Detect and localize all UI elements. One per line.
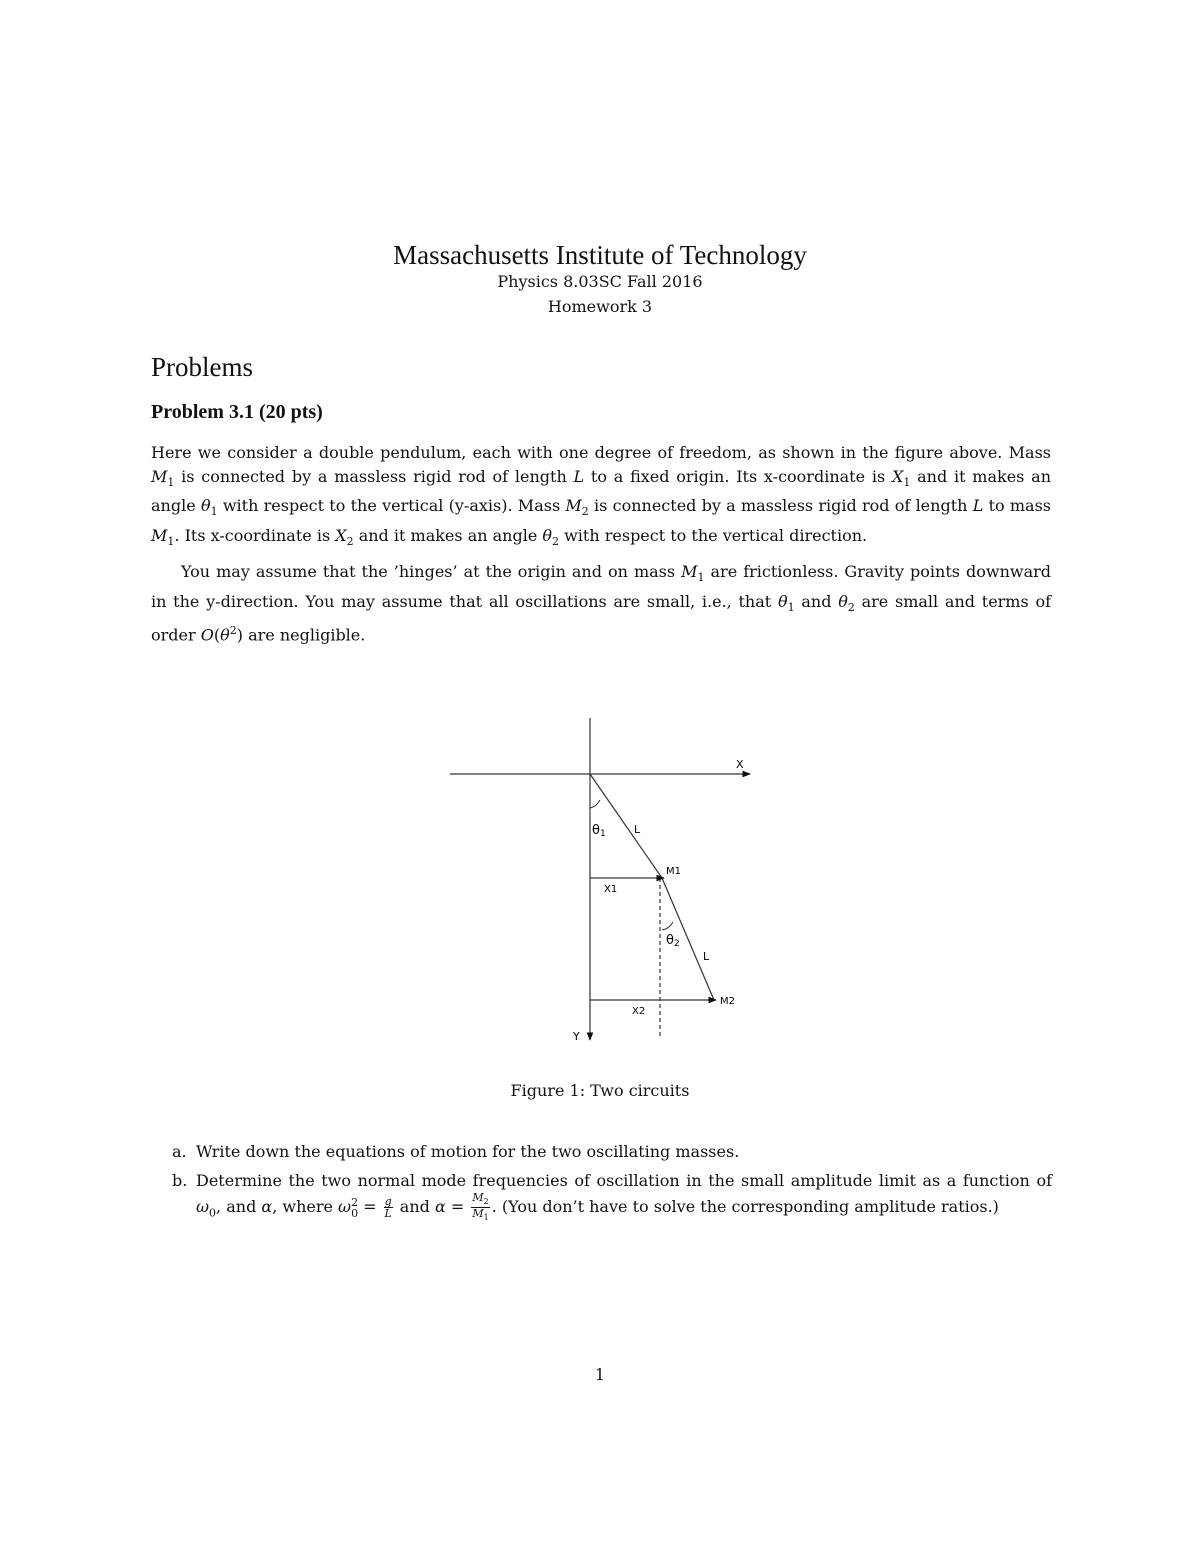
problem-paragraph-1: Here we consider a double pendulum, each with one degree of freedom, as shown in the figure above. Mass $M_1$ is connected by a massless rigid rod of length L to a fixed origin. Its x-coordinate is $X_1$ and it makes an angle $\theta_1$ with respect to the vertical (y-axis). Mass $M_2$ is connected by a massless rigid rod of length L to mass $M_1$. Its x-coordinate is $X_2$ and it makes an angle $\theta_2$ with respect to the vertical direction.	[151, 443, 1052, 549]
double-pendulum-figure	[440, 710, 770, 1055]
item-text: Write down the equations of motion for the two oscillating masses.	[196, 1142, 740, 1161]
item-marker: a.	[172, 1142, 187, 1161]
section-heading: Problems	[151, 352, 254, 382]
theta2-label: θ2	[666, 933, 680, 949]
list-item	[172, 1169, 1052, 1225]
y-axis-label: Y	[573, 1030, 580, 1043]
x-axis-label: X	[736, 758, 744, 771]
question-list	[172, 1140, 1052, 1230]
theta1-label: θ1	[592, 823, 606, 839]
rod-1	[590, 774, 662, 878]
item-text: Determine the two normal mode frequencies of oscillation in the small amplitude limit as a function of $\omega_0$, and α, where ω 2 0 = $\frac{g}{L}$ and α = $\frac{M_2}{M_1}$ . (You don’t have to solve the corresponding amplitude ratios.)	[196, 1170, 1052, 1223]
x2-label: X2	[632, 1006, 646, 1017]
course-subtitle: Physics 8.03SC Fall 2016	[497, 272, 703, 291]
mass-1-label: M1	[666, 866, 681, 877]
problem-heading: Problem 3.1 (20 pts)	[151, 401, 323, 423]
figure-caption: Figure 1: Two circuits	[510, 1081, 690, 1100]
assignment-subtitle: Homework 3	[547, 297, 653, 316]
theta2-arc	[662, 922, 673, 930]
theta1-arc	[590, 800, 600, 808]
rod-2-length-label: L	[703, 950, 710, 963]
list-item	[172, 1140, 1052, 1164]
item-marker: b.	[172, 1170, 188, 1190]
page-number: 1	[594, 1365, 606, 1384]
mass-2-label: M2	[720, 996, 735, 1007]
document-title: Massachusetts Institute of Technology	[393, 240, 807, 270]
problem-paragraph-2: You may assume that the ’hinges’ at the origin and on mass $M_1$ are frictionless. Gravity points downward in the y-direction. You may assume that all oscillations are small, i.e., that $\theta_1$ and $\theta_2$ are small and terms of order $O(\theta^2)$ are negligible.	[151, 562, 1052, 645]
x1-label: X1	[604, 884, 618, 895]
rod-1-length-label: L	[634, 823, 641, 836]
